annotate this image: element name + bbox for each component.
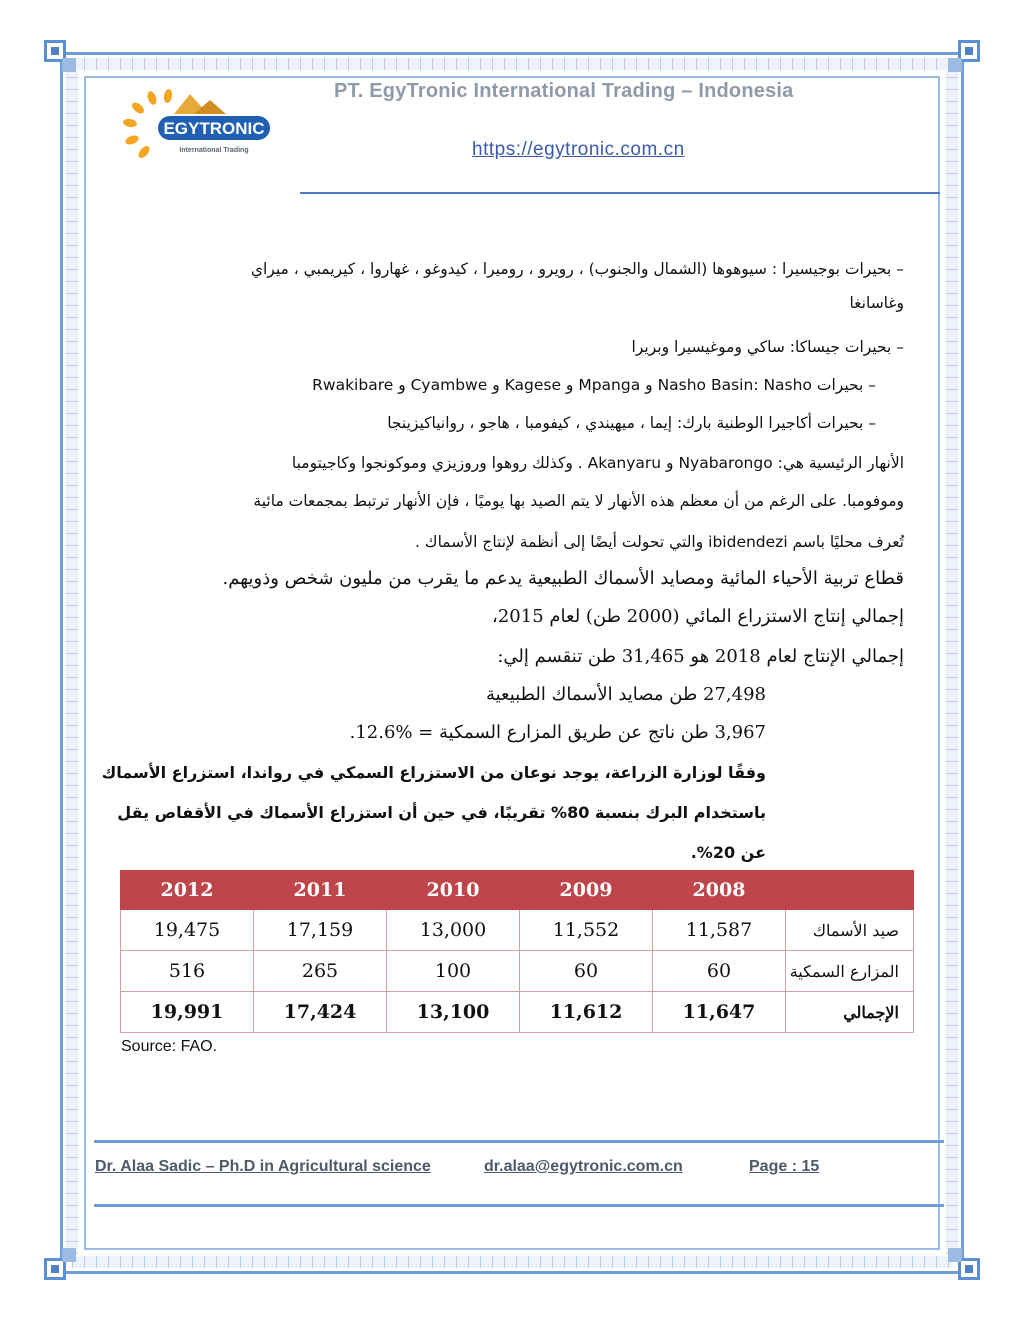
lakes-nasho-line: – بحيرات Nasho Basin: Nasho و Mpanga و Kagese و Cyambwe و Rwakibare	[312, 376, 876, 394]
table-cell: 19,991	[121, 992, 254, 1033]
table-header-year: 2009	[520, 871, 653, 910]
table-cell: 60	[520, 951, 653, 992]
footer-page-number: Page : 15	[749, 1158, 820, 1175]
lakes-bugesera-line: – بحيرات بوجيسيرا : سيوهوها (الشمال والجنوب) ، رويرو ، روميرا ، كيدوغو ، غهاروا ، كيريمبي ، ميراي	[250, 260, 904, 278]
table-cell: 11,612	[520, 992, 653, 1033]
logo-brand-text: EGYTRONIC	[163, 119, 265, 138]
table-cell: 19,475	[121, 910, 254, 951]
ministry-note-line3: عن 20%.	[690, 843, 766, 862]
footer-divider-bottom	[94, 1204, 944, 1207]
main-rivers-line: الأنهار الرئيسية هي: Nyabarongo و Akanyaru . وكذلك روهوا وروزيزي وموكونجوا وكاجيتومبا	[291, 454, 904, 472]
header-website-link[interactable]: https://egytronic.com.cn	[472, 139, 685, 160]
aquaculture-2015-line: إجمالي إنتاج الاستزراع المائي (2000 طن) لعام 2015،	[492, 606, 904, 627]
table-cell: 265	[254, 951, 387, 992]
rivers-fishing-line: وموفومبا. على الرغم من أن معظم هذه الأنهار لا يتم الصيد بها يوميًا ، فإن الأنهار ترتبط بمجمعات مائية	[253, 492, 904, 510]
table-cell: 11,587	[653, 910, 786, 951]
table-cell: 13,000	[387, 910, 520, 951]
fish-farms-line: 3,967 طن ناتج عن طريق المزارع السمكية = %12.6.	[349, 722, 766, 743]
natural-fisheries-line: 27,498 طن مصايد الأسماك الطبيعية	[485, 684, 766, 705]
top-ruler	[72, 58, 952, 70]
table-cell: 11,647	[653, 992, 786, 1033]
table-row	[121, 951, 914, 992]
lakes-gisaka-line: – بحيرات جيساكا: ساكي وموغيسيرا وبريرا	[631, 338, 904, 356]
corner-ornament-top-left	[44, 40, 80, 76]
lakes-bugesera-continued: وغاسانغا	[849, 294, 904, 312]
lakes-akagera-line: – بحيرات أكاجيرا الوطنية بارك: إيما ، ميهيندي ، كيفومبا ، هاجو ، روانياكيزينجا	[387, 414, 876, 432]
table-header-year: 2011	[254, 871, 387, 910]
table-cell: 100	[387, 951, 520, 992]
right-ruler	[946, 70, 958, 1254]
logo-subtitle: International Trading	[179, 147, 249, 154]
corner-ornament-bottom-left	[44, 1244, 80, 1280]
table-row-label: صيد الأسماك	[786, 910, 914, 951]
bottom-ruler	[72, 1256, 952, 1268]
production-2018-line: إجمالي الإنتاج لعام 2018 هو 31,465 طن تنقسم إلي:	[497, 646, 904, 667]
left-ruler	[66, 70, 78, 1254]
table-cell: 13,100	[387, 992, 520, 1033]
footer-author: Dr. Alaa Sadic – Ph.D in Agricultural science	[95, 1158, 431, 1175]
table-row	[121, 910, 914, 951]
table-cell: 60	[653, 951, 786, 992]
table-total-row	[121, 992, 914, 1033]
corner-ornament-bottom-right	[944, 1244, 980, 1280]
table-header-row	[121, 871, 914, 910]
table-header-year: 2010	[387, 871, 520, 910]
table-cell: 516	[121, 951, 254, 992]
table-cell: 11,552	[520, 910, 653, 951]
header-divider	[300, 192, 940, 194]
footer-email-link[interactable]: dr.alaa@egytronic.com.cn	[484, 1158, 683, 1175]
corner-ornament-top-right	[944, 40, 980, 76]
ibidendezi-line: تُعرف محليًا باسم ibidendezi والتي تحولت أيضًا إلى أنظمة لإنتاج الأسماك .	[414, 533, 904, 551]
table-cell: 17,159	[254, 910, 387, 951]
egytronic-logo	[118, 88, 278, 168]
table-cell: 17,424	[254, 992, 387, 1033]
fish-production-table	[120, 870, 914, 1033]
table-header-label	[786, 871, 914, 910]
aquaculture-support-line: قطاع تربية الأحياء المائية ومصايد الأسماك الطبيعية يدعم ما يقرب من مليون شخص وذويهم.	[222, 568, 904, 589]
footer-divider-top	[94, 1140, 944, 1143]
table-source-note: Source: FAO.	[121, 1038, 218, 1055]
table-header-year: 2012	[121, 871, 254, 910]
table-header-year: 2008	[653, 871, 786, 910]
table-row-label: المزارع السمكية	[786, 951, 914, 992]
ministry-note-line2: باستخدام البرك بنسبة 80% تقريبًا، في حين أن استزراع الأسماك في الأقفاص يقل	[117, 803, 766, 822]
ministry-note-line1: وفقًا لوزارة الزراعة، يوجد نوعان من الاستزراع السمكي في رواندا، استزراع الأسماك	[101, 763, 766, 782]
header-company-title: PT. EgyTronic International Trading – Indonesia	[334, 80, 794, 102]
table-row-label: الإجمالي	[786, 992, 914, 1033]
